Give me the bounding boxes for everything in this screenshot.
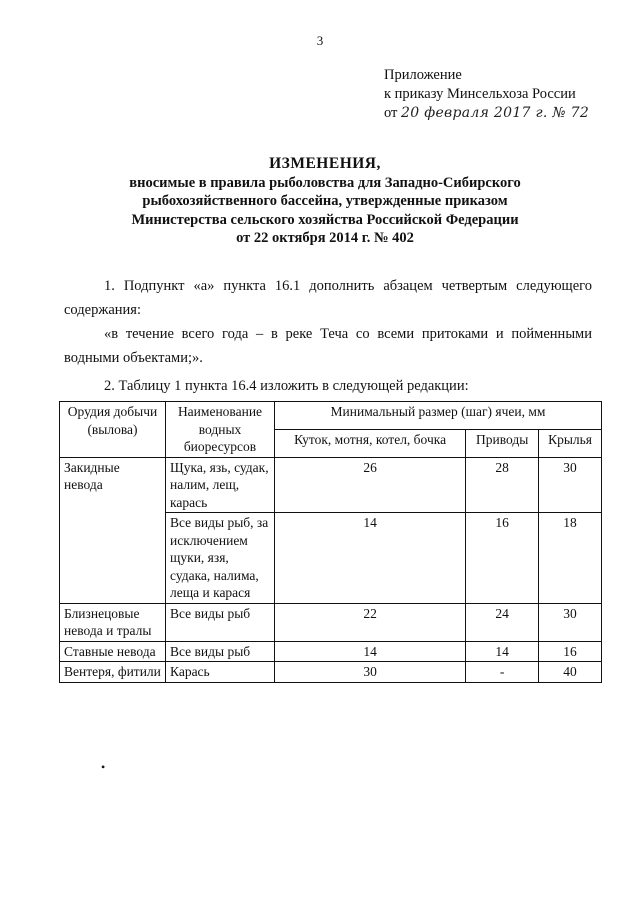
paragraph-2: 2. Таблицу 1 пункта 16.4 изложить в следующей редакции: bbox=[104, 378, 469, 394]
paragraph-1-line-1: 1. Подпункт «а» пункта 16.1 дополнить абзацем четвертым следующего bbox=[104, 278, 592, 294]
cell-kutok: 22 bbox=[275, 603, 466, 641]
cell-krylya: 30 bbox=[539, 457, 602, 513]
table-row bbox=[60, 457, 602, 513]
cell-kutok: 26 bbox=[275, 457, 466, 513]
table-row bbox=[60, 603, 602, 641]
cell-krylya: 16 bbox=[539, 641, 602, 662]
appendix-block bbox=[384, 66, 589, 123]
cell-privody: - bbox=[466, 662, 539, 683]
cell-privody: 28 bbox=[466, 457, 539, 513]
cell-species: Все виды рыб bbox=[166, 641, 275, 662]
cell-gear: Вентеря, фитили bbox=[60, 662, 166, 683]
mesh-size-table bbox=[59, 401, 602, 683]
cell-krylya: 30 bbox=[539, 603, 602, 641]
cell-privody: 14 bbox=[466, 641, 539, 662]
cell-gear: Близнецовые невода и тралы bbox=[60, 603, 166, 641]
appendix-label: Приложение bbox=[384, 67, 462, 83]
title-heading: ИЗМЕНЕНИЯ, bbox=[269, 155, 381, 172]
cell-krylya: 40 bbox=[539, 662, 602, 683]
cell-kutok: 14 bbox=[275, 641, 466, 662]
paragraph-1 bbox=[64, 274, 592, 322]
cell-kutok: 30 bbox=[275, 662, 466, 683]
title-line: от 22 октября 2014 г. № 402 bbox=[236, 230, 414, 246]
cell-species: Щука, язь, судак, налим, лещ, карась bbox=[166, 457, 275, 513]
cell-privody: 24 bbox=[466, 603, 539, 641]
cell-kutok: 14 bbox=[275, 513, 466, 604]
paragraph-quote-line-2: водными объектами;». bbox=[64, 350, 203, 366]
handwritten-date: 20 февраля 2017 г. № 72 bbox=[401, 105, 590, 121]
cell-species: Все виды рыб bbox=[166, 603, 275, 641]
header-mesh: Минимальный размер (шаг) ячеи, мм bbox=[275, 402, 602, 430]
cell-gear: Закидные невода bbox=[60, 457, 166, 603]
header-species: Наименование водных биоресурсов bbox=[166, 402, 275, 458]
paragraph-quote-line-1: «в течение всего года – в реке Теча со всеми притоками и пойменными bbox=[104, 326, 592, 342]
cell-species: Все виды рыб, за исключением щуки, язя, судака, налима, леща и карася bbox=[166, 513, 275, 604]
paragraph-quote bbox=[64, 322, 592, 370]
header-kutok: Куток, мотня, котел, бочка bbox=[275, 429, 466, 457]
header-privody: Приводы bbox=[466, 429, 539, 457]
title-line: вносимые в правила рыболовства для Западно-Сибирского bbox=[129, 174, 521, 191]
title-line: Министерства сельского хозяйства Российской Федерации bbox=[131, 211, 519, 228]
appendix-date-prefix: от bbox=[384, 105, 398, 121]
cell-krylya: 18 bbox=[539, 513, 602, 604]
appendix-date-line bbox=[384, 104, 589, 123]
table-row bbox=[60, 662, 602, 683]
cell-gear: Ставные невода bbox=[60, 641, 166, 662]
cell-privody: 16 bbox=[466, 513, 539, 604]
page-number: 3 bbox=[316, 33, 324, 48]
header-gear: Орудия добычи (вылова) bbox=[60, 402, 166, 458]
trailing-mark: • bbox=[101, 760, 106, 774]
table-header-row bbox=[60, 402, 602, 430]
paragraph-1-line-2: содержания: bbox=[64, 302, 142, 318]
table-row bbox=[60, 641, 602, 662]
cell-species: Карась bbox=[166, 662, 275, 683]
document-title bbox=[60, 155, 590, 248]
title-line: рыбохозяйственного бассейна, утвержденные приказом bbox=[142, 193, 508, 209]
appendix-order-ref: к приказу Минсельхоза России bbox=[384, 86, 576, 102]
header-krylya: Крылья bbox=[539, 429, 602, 457]
